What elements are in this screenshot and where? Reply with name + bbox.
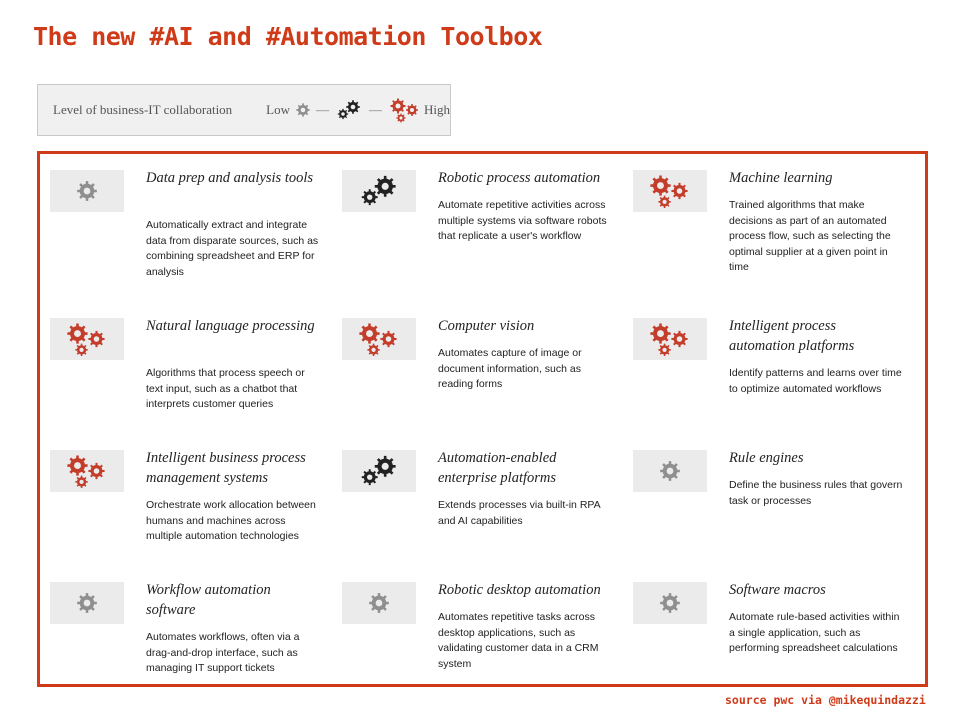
single-gear-icon: [50, 582, 124, 624]
double-gear-icon: [342, 170, 416, 212]
tool-name: Data prep and analysis tools: [146, 170, 314, 186]
tool-name: Robotic desktop automation: [438, 582, 601, 598]
tool-name: Rule engines: [729, 450, 804, 466]
triple-gear-icon: [50, 450, 124, 492]
source-credit: source pwc via @mikequindazzi: [725, 693, 926, 707]
legend-separator-2: —: [369, 102, 383, 117]
legend-high-label: High: [424, 102, 451, 117]
single-gear-icon: [633, 582, 707, 624]
triple-gear-icon: [633, 318, 707, 360]
tool-description: Automates capture of image or document information, such as reading forms: [438, 347, 582, 390]
tool-name: Computer vision: [438, 318, 535, 334]
legend-low-gear-icon: [296, 103, 310, 117]
single-gear-icon: [633, 450, 707, 492]
tool-name: Automation-enabled enterprise platforms: [438, 450, 557, 486]
triple-gear-icon: [633, 170, 707, 212]
tool-name: Intelligent business process management systems: [146, 450, 306, 486]
triple-gear-icon: [50, 318, 124, 360]
tool-description: Algorithms that process speech or text input, such as a chatbot that interprets customer queries: [146, 367, 305, 410]
legend-separator: —: [316, 102, 330, 117]
tool-name: Software macros: [729, 582, 826, 598]
collaboration-legend: [37, 84, 451, 136]
triple-gear-icon: [342, 318, 416, 360]
tool-name: Intelligent process automation platforms: [729, 318, 855, 354]
tool-description: Automate rule-based activities within a single application, such as performing spreadsheet calculations: [729, 611, 900, 654]
tool-description: Automates repetitive tasks across desktop applications, such as validating customer data in a CRM system: [438, 611, 599, 670]
double-gear-icon: [342, 450, 416, 492]
tool-description: Automates workflows, often via a drag-and-drop interface, such as managing IT support tickets: [146, 631, 300, 674]
toolbox-panel: [37, 151, 928, 687]
tool-name: Workflow automation software: [146, 582, 271, 618]
single-gear-icon: [342, 582, 416, 624]
tool-description: Orchestrate work allocation between humans and machines across multiple automation technologies: [146, 499, 316, 542]
legend-medium-gear-icon: [335, 99, 363, 121]
tool-name: Machine learning: [729, 170, 833, 186]
single-gear-icon: [50, 170, 124, 212]
tool-description: Automatically extract and integrate data from disparate sources, such as combining spreadsheet and ERP for analysis: [146, 219, 319, 278]
legend-label: Level of business-IT collaboration: [53, 102, 233, 117]
tool-description: Define the business rules that govern task or processes: [729, 479, 903, 507]
legend-low-label: Low: [266, 102, 291, 117]
tool-description: Automate repetitive activities across multiple systems via software robots that replicate a user's workflow: [438, 199, 607, 242]
page-title: The new #AI and #Automation Toolbox: [33, 22, 543, 51]
tool-name: Natural language processing: [146, 318, 315, 334]
tool-name: Robotic process automation: [438, 170, 601, 186]
legend-high-gear-icon: [388, 96, 422, 124]
tool-description: Identify patterns and learns over time to optimize automated workflows: [729, 367, 902, 395]
tool-description: Extends processes via built-in RPA and AI capabilities: [438, 499, 601, 527]
tool-description: Trained algorithms that make decisions as part of an automated process flow, such as selecting the optimal supplier at a given point in time: [729, 199, 891, 273]
